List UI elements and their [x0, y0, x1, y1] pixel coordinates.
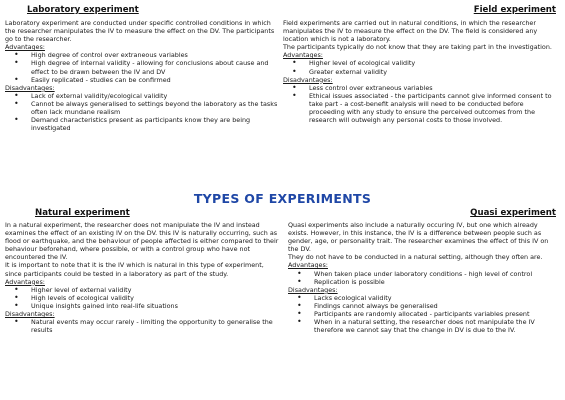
natural-heading: Natural experiment: [35, 208, 130, 218]
list-item: • When taken place under laboratory conditions - high level of control: [288, 270, 560, 278]
field-advantages-list: [283, 59, 561, 75]
field-disadvantages-label: Disadvantages:: [283, 75, 333, 84]
list-item: • Demand characteristics present as participants know they are being investigated: [5, 116, 281, 132]
quasi-intro-2: They do not have to be conducted in a natural setting, although they often are.: [288, 253, 543, 262]
natural-advantages-list: [5, 286, 281, 310]
natural-intro-2: It is important to note that it is the IV which is natural in this type of experiment, since participants could be tested in a laboratory as part of the study.: [5, 261, 264, 278]
quasi-heading: Quasi experiment: [470, 208, 556, 218]
natural-advantages-label: Advantages:: [5, 277, 45, 286]
list-item: • Lacks ecological validity: [288, 294, 560, 302]
laboratory-advantages-label: Advantages:: [5, 43, 45, 52]
quasi-disadvantages-label: Disadvantages:: [288, 285, 338, 294]
list-item: • When in a natural setting, the researcher does not manipulate the IV therefore we cannot say that the change in DV is due to the IV.: [288, 318, 560, 334]
list-item: • High degree of internal validity - allowing for conclusions about cause and effect to be drawn between the IV and DV: [5, 59, 281, 75]
list-item: • Replication is possible: [288, 278, 560, 286]
laboratory-disadvantages-list: [5, 92, 281, 132]
list-item: • Higher level of external validity: [5, 286, 281, 294]
laboratory-heading: Laboratory experiment: [27, 5, 139, 15]
field-experiment-section: [283, 4, 561, 124]
quasi-experiment-section: [288, 207, 560, 334]
field-disadvantages-list: [283, 84, 561, 124]
laboratory-disadvantages-label: Disadvantages:: [5, 83, 55, 92]
list-item: • Participants are randomly allocated - participants variables present: [288, 310, 560, 318]
list-item: • High degree of control over extraneous variables: [5, 51, 281, 59]
list-item: • Lack of external validity/ecological validity: [5, 92, 281, 100]
natural-intro: In a natural experiment, the researcher does not manipulate the IV and instead examines the effect of an existing IV on the DV. this IV is naturally occurring, such as flood or earthquake, and the behaviour of people affected is either compared to their behaviour beforehand, where possible, or with a control group who have not encountered the IV.: [5, 221, 279, 262]
field-intro-2: The participants typically do not know that they are taking part in the investigation.: [283, 43, 552, 52]
natural-disadvantages-label: Disadvantages:: [5, 310, 55, 319]
list-item: • High levels of ecological validity: [5, 294, 281, 302]
field-intro: Field experiments are carried out in natural conditions, in which the researcher manipulates the IV to measure the effect on the DV. The field is considered any location which is not a laboratory.: [283, 19, 538, 44]
list-item: • Unique insights gained into real-life situations: [5, 302, 281, 310]
list-item: • Greater external validity: [283, 68, 561, 76]
page-title: TYPES OF EXPERIMENTS: [193, 191, 372, 206]
natural-disadvantages-list: [5, 318, 281, 334]
field-advantages-label: Advantages:: [283, 51, 323, 60]
quasi-disadvantages-list: [288, 294, 560, 334]
laboratory-advantages-list: [5, 51, 281, 83]
list-item: • Findings cannot always be generalised: [288, 302, 560, 310]
list-item: • Higher level of ecological validity: [283, 59, 561, 67]
quasi-advantages-label: Advantages:: [288, 261, 328, 270]
quasi-advantages-list: [288, 270, 560, 286]
list-item: • Less control over extraneous variables: [283, 84, 561, 92]
list-item: • Natural events may occur rarely - limiting the opportunity to generalise the results: [5, 318, 281, 334]
list-item: • Ethical issues associated - the participants cannot give informed consent to take part - a cost-benefit analysis will need to be conducted before proceeding with any study to ensure the perceived outcomes from the research will outweigh any personal costs to those involved.: [283, 92, 561, 124]
laboratory-intro: Laboratory experiment are conducted under specific controlled conditions in which the researcher manipulates the IV to measure the effect on the DV. The participants go to the researcher.: [5, 19, 275, 44]
list-item: • Cannot be always generalised to settings beyond the laboratory as the tasks often lack mundane realism: [5, 100, 281, 116]
field-heading: Field experiment: [473, 5, 556, 15]
quasi-intro: Quasi experiments also include a naturally occuring IV, but one which already exists. However, in this instance, the IV is a difference between people such as gender, age, or personality trait. The researcher examines the effect of this IV on the DV.: [288, 221, 549, 254]
natural-experiment-section: [5, 207, 281, 334]
laboratory-experiment-section: [5, 4, 281, 132]
list-item: • Easily replicated - studies can be confirmed: [5, 76, 281, 84]
